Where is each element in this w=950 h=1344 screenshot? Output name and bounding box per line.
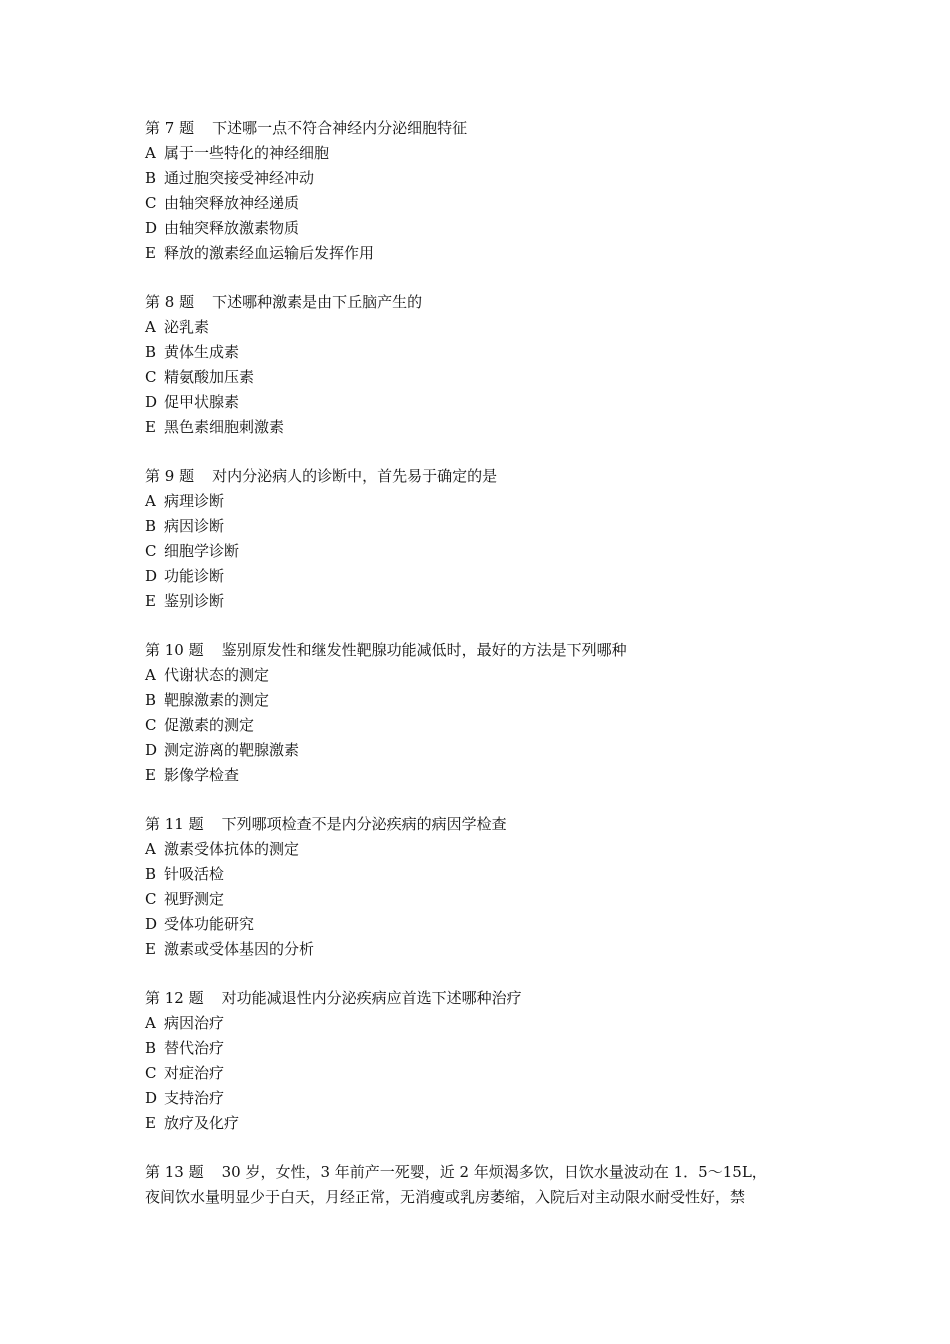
option-letter: C <box>145 1064 157 1082</box>
question-text-line-1: 30 岁，女性，3 年前产一死婴，近 2 年烦渴多饮，日饮水量波动在 1．5～15L， <box>221 1163 767 1181</box>
option-letter: C <box>145 368 157 386</box>
option-a <box>145 489 835 514</box>
question-7 <box>145 116 835 266</box>
option-letter: D <box>145 741 158 759</box>
option-text: 促甲状腺素 <box>164 393 240 411</box>
option-a <box>145 141 835 166</box>
option-b <box>145 688 835 713</box>
option-text: 促激素的测定 <box>164 716 255 734</box>
option-letter: B <box>145 169 157 187</box>
option-letter: E <box>145 940 156 958</box>
option-letter: B <box>145 517 157 535</box>
question-text: 鉴别原发性和继发性靶腺功能减低时，最好的方法是下列哪种 <box>221 641 627 659</box>
question-number: 第 13 题 <box>145 1163 204 1181</box>
option-c <box>145 713 835 738</box>
option-text: 激素受体抗体的测定 <box>164 840 300 858</box>
option-letter: A <box>145 492 156 510</box>
option-e <box>145 1111 835 1136</box>
question-text: 下述哪一点不符合神经内分泌细胞特征 <box>212 119 468 137</box>
option-d <box>145 1086 835 1111</box>
option-text: 黑色素细胞刺激素 <box>164 418 285 436</box>
question-11 <box>145 812 835 962</box>
question-12 <box>145 986 835 1136</box>
option-text: 由轴突释放激素物质 <box>164 219 300 237</box>
option-text: 病理诊断 <box>164 492 225 510</box>
question-text: 对内分泌病人的诊断中，首先易于确定的是 <box>212 467 498 485</box>
question-stem <box>145 986 835 1011</box>
question-stem <box>145 1160 835 1185</box>
option-d <box>145 564 835 589</box>
option-c <box>145 191 835 216</box>
option-b <box>145 1036 835 1061</box>
option-text: 视野测定 <box>164 890 225 908</box>
option-letter: A <box>145 666 156 684</box>
question-stem <box>145 464 835 489</box>
option-a <box>145 663 835 688</box>
option-letter: A <box>145 318 156 336</box>
option-text: 黄体生成素 <box>164 343 240 361</box>
option-letter: E <box>145 1114 156 1132</box>
option-letter: A <box>145 1014 156 1032</box>
option-letter: C <box>145 716 157 734</box>
option-text: 细胞学诊断 <box>164 542 240 560</box>
option-text: 代谢状态的测定 <box>164 666 270 684</box>
question-stem <box>145 638 835 663</box>
option-letter: E <box>145 766 156 784</box>
option-letter: D <box>145 1089 158 1107</box>
question-text: 下述哪种激素是由下丘脑产生的 <box>212 293 423 311</box>
option-text: 属于一些特化的神经细胞 <box>164 144 330 162</box>
option-letter: C <box>145 542 157 560</box>
question-10 <box>145 638 835 788</box>
option-a <box>145 1011 835 1036</box>
question-number: 第 9 题 <box>145 467 195 485</box>
option-letter: B <box>145 865 157 883</box>
option-e <box>145 937 835 962</box>
option-letter: D <box>145 219 158 237</box>
option-letter: E <box>145 244 156 262</box>
option-text: 放疗及化疗 <box>164 1114 240 1132</box>
option-text: 由轴突释放神经递质 <box>164 194 300 212</box>
option-text: 对症治疗 <box>164 1064 225 1082</box>
option-text: 通过胞突接受神经冲动 <box>164 169 315 187</box>
option-letter: D <box>145 915 158 933</box>
option-c <box>145 1061 835 1086</box>
question-text: 对功能减退性内分泌疾病应首选下述哪种治疗 <box>221 989 522 1007</box>
option-letter: B <box>145 1039 157 1057</box>
option-b <box>145 340 835 365</box>
question-number: 第 8 题 <box>145 293 195 311</box>
question-13 <box>145 1160 835 1210</box>
option-c <box>145 887 835 912</box>
option-b <box>145 514 835 539</box>
question-8 <box>145 290 835 440</box>
question-number: 第 7 题 <box>145 119 195 137</box>
option-letter: A <box>145 144 156 162</box>
option-text: 病因治疗 <box>164 1014 225 1032</box>
option-c <box>145 365 835 390</box>
option-e <box>145 589 835 614</box>
question-text-line-2: 夜间饮水量明显少于白天，月经正常，无消瘦或乳房萎缩，入院后对主动限水耐受性好，禁 <box>145 1188 746 1206</box>
option-text: 功能诊断 <box>164 567 225 585</box>
question-text: 下列哪项检查不是内分泌疾病的病因学检查 <box>221 815 507 833</box>
option-letter: E <box>145 592 156 610</box>
option-letter: A <box>145 840 156 858</box>
question-stem <box>145 116 835 141</box>
option-letter: B <box>145 343 157 361</box>
option-text: 激素或受体基因的分析 <box>164 940 315 958</box>
option-text: 受体功能研究 <box>164 915 255 933</box>
option-b <box>145 166 835 191</box>
option-a <box>145 315 835 340</box>
option-e <box>145 241 835 266</box>
option-a <box>145 837 835 862</box>
option-letter: D <box>145 393 158 411</box>
option-text: 释放的激素经血运输后发挥作用 <box>164 244 375 262</box>
option-e <box>145 763 835 788</box>
question-stem <box>145 812 835 837</box>
option-text: 泌乳素 <box>164 318 210 336</box>
option-text: 针吸活检 <box>164 865 225 883</box>
option-text: 影像学检查 <box>164 766 240 784</box>
option-d <box>145 738 835 763</box>
question-stem <box>145 290 835 315</box>
option-d <box>145 912 835 937</box>
option-letter: D <box>145 567 158 585</box>
option-d <box>145 390 835 415</box>
question-number: 第 12 题 <box>145 989 204 1007</box>
option-text: 测定游离的靶腺激素 <box>164 741 300 759</box>
option-d <box>145 216 835 241</box>
option-e <box>145 415 835 440</box>
option-letter: E <box>145 418 156 436</box>
document-page <box>145 116 835 1234</box>
question-number: 第 10 题 <box>145 641 204 659</box>
option-c <box>145 539 835 564</box>
question-number: 第 11 题 <box>145 815 204 833</box>
option-text: 靶腺激素的测定 <box>164 691 270 709</box>
option-letter: B <box>145 691 157 709</box>
option-text: 病因诊断 <box>164 517 225 535</box>
question-9 <box>145 464 835 614</box>
option-letter: C <box>145 890 157 908</box>
option-text: 替代治疗 <box>164 1039 225 1057</box>
option-letter: C <box>145 194 157 212</box>
option-b <box>145 862 835 887</box>
option-text: 鉴别诊断 <box>164 592 225 610</box>
option-text: 支持治疗 <box>164 1089 225 1107</box>
option-text: 精氨酸加压素 <box>164 368 255 386</box>
